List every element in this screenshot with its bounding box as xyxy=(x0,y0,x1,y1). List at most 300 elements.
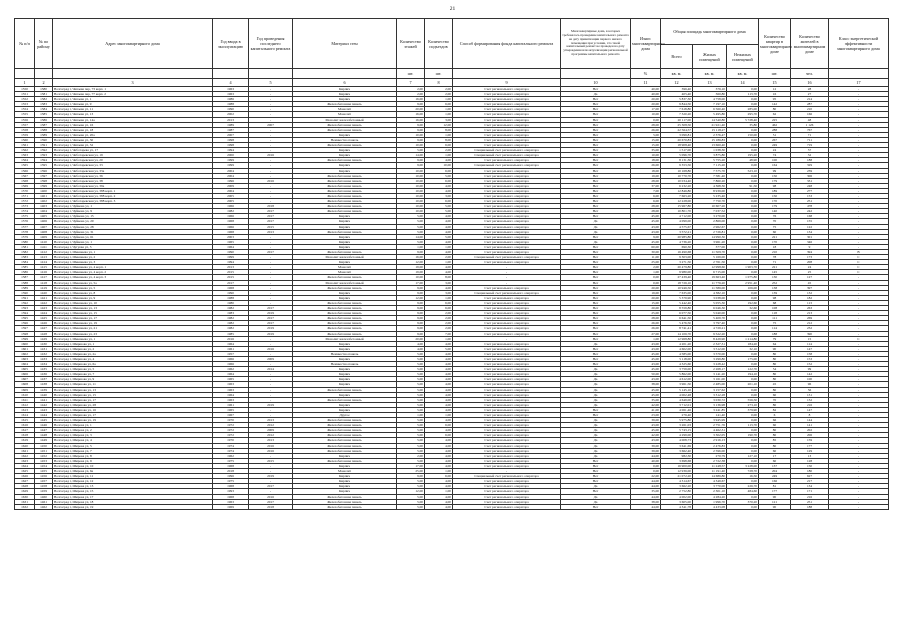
cell-address: Волгоград г, Чапаева ул, 9 xyxy=(53,102,213,107)
cell-area-nonliving: 192,60 xyxy=(727,300,759,305)
cell-year-repair: - xyxy=(249,341,293,346)
cell-residents: 114 xyxy=(791,341,829,346)
cell-wear: 18,00 xyxy=(631,158,661,163)
cell-walls: Железобетонная панель xyxy=(293,387,397,392)
cell-year-repair: - xyxy=(249,168,293,173)
cell-area-total: 3 261,03 xyxy=(661,423,693,428)
cell-idx: 1571 xyxy=(15,193,35,198)
cell-idx: 1569 xyxy=(15,183,35,188)
cell-fund-method: Счет регионального оператора xyxy=(453,117,561,122)
cell-year-built: 1964 xyxy=(213,372,249,377)
cell-energy-class: C xyxy=(829,270,889,275)
cell-year-repair: - xyxy=(249,387,293,392)
cell-residents: 142 xyxy=(791,372,829,377)
cell-area-nonliving: 273,10 xyxy=(727,402,759,407)
cell-area-total: 7 635,00 xyxy=(661,290,693,295)
cell-walls: Кирпич xyxy=(293,219,397,224)
cell-year-repair: - xyxy=(249,265,293,270)
cell-emergency: Нет xyxy=(561,295,631,300)
cell-emergency: Нет xyxy=(561,204,631,209)
cell-address: Волгоград г, Шекшеева ул, 23 xyxy=(53,331,213,336)
cell-area-nonliving: 0,00 xyxy=(727,326,759,331)
cell-area-total: 12 936,00 xyxy=(661,469,693,474)
cell-year-repair: - xyxy=(249,87,293,92)
cell-area-living: 4 729,21 xyxy=(693,326,727,331)
cell-residents: 45 xyxy=(791,280,829,285)
cell-walls: Кирпич xyxy=(293,346,397,351)
cell-area-living: 2 476,83 xyxy=(693,443,727,448)
cell-entrances: 1,00 xyxy=(425,97,453,102)
cell-area-living: 3 312,28 xyxy=(693,392,727,397)
header-area-total: Всего xyxy=(661,45,693,69)
cell-walls: Кирпич xyxy=(293,367,397,372)
cell-address: Волгоград г, Широка ул, 19 xyxy=(53,504,213,509)
cell-energy-class: - xyxy=(829,474,889,479)
cell-wear: 40,00 xyxy=(631,458,661,463)
cell-area-total: 14 106,70 xyxy=(661,331,693,336)
cell-walls: Железобетонная панель xyxy=(293,127,397,132)
cell-fund-method: Счет регионального оператора xyxy=(453,504,561,509)
cell-fund-method: Счет регионального оператора xyxy=(453,448,561,453)
cell-area-living: 1 996,70 xyxy=(693,499,727,504)
cell-idx: 1632 xyxy=(15,504,35,509)
cell-year-built: 1963 xyxy=(213,382,249,387)
cell-idx: 1629 xyxy=(15,489,35,494)
cell-walls: Кирпич xyxy=(293,377,397,382)
cell-district: 1402 xyxy=(35,199,53,204)
cell-floors: 20,00 xyxy=(397,336,425,341)
cell-emergency: Да xyxy=(561,382,631,387)
cell-area-living: 3 270,00 xyxy=(693,214,727,219)
cell-area-total: 20 479,80 xyxy=(661,265,693,270)
cell-district: 1417 xyxy=(35,275,53,280)
cell-district: 1397 xyxy=(35,173,53,178)
cell-residents: 141 xyxy=(791,423,829,428)
cell-wear: 38,00 xyxy=(631,499,661,504)
cell-emergency: Да xyxy=(561,372,631,377)
cell-idx: 1622 xyxy=(15,453,35,458)
cell-residents: 216 xyxy=(791,402,829,407)
cell-district: 1422 xyxy=(35,300,53,305)
cell-fund-method: Счет регионального оператора xyxy=(453,92,561,97)
cell-residents: 206 xyxy=(791,433,829,438)
cell-idx: 1576 xyxy=(15,219,35,224)
cell-floors: 5,00 xyxy=(397,239,425,244)
cell-flats: 60 xyxy=(759,392,791,397)
cell-district: 1389 xyxy=(35,132,53,137)
cell-district: 1396 xyxy=(35,168,53,173)
cell-flats: 140 xyxy=(759,209,791,214)
cell-flats: 249 xyxy=(759,143,791,148)
cell-emergency: Нет xyxy=(561,143,631,148)
cell-flats: 54 xyxy=(759,367,791,372)
cell-emergency: Нет xyxy=(561,199,631,204)
cell-flats: 98 xyxy=(759,183,791,188)
cell-idx: 1610 xyxy=(15,392,35,397)
cell-walls: Другое xyxy=(293,413,397,418)
cell-year-built: 1966 xyxy=(213,224,249,229)
cell-area-living: 11 248,57 xyxy=(693,463,727,468)
cell-area-living: 3 228,42 xyxy=(693,362,727,367)
cell-fund-method: Счет регионального оператора xyxy=(453,122,561,127)
cell-area-total: 6 077,50 xyxy=(661,311,693,316)
cell-flats: 80 xyxy=(759,107,791,112)
cell-walls: Железобетонная панель xyxy=(293,178,397,183)
cell-area-nonliving: 0,00 xyxy=(727,137,759,142)
cell-energy-class: - xyxy=(829,97,889,102)
cell-area-total: 10 168,80 xyxy=(661,168,693,173)
cell-fund-method: Счет регионального оператора xyxy=(453,356,561,361)
cell-address: Волгоград г, Ширшова ул, 6а xyxy=(53,362,213,367)
cell-wear: 43,00 xyxy=(631,362,661,367)
cell-district: 1436 xyxy=(35,372,53,377)
cell-energy-class: - xyxy=(829,448,889,453)
cell-district: 1439 xyxy=(35,387,53,392)
cell-area-nonliving: 48,90 xyxy=(727,158,759,163)
cell-year-built: 1988 xyxy=(213,102,249,107)
cell-year-built: 1965 xyxy=(213,239,249,244)
cell-address: Волгоград г, Широка ул, 17 xyxy=(53,494,213,499)
cell-address: Волгоград г, Чеботаревская ул, 20 xyxy=(53,158,213,163)
cell-walls: Железобетонная панель xyxy=(293,418,397,423)
cell-area-nonliving: 91,50 xyxy=(727,183,759,188)
cell-floors: 5,00 xyxy=(397,494,425,499)
cell-area-total: 7 618,80 xyxy=(661,107,693,112)
header-residents: Количество жителей в многоквартирном доме xyxy=(791,19,829,69)
cell-address: Волгоград г, Чуйкова ул, 1 xyxy=(53,239,213,244)
cell-district: 1421 xyxy=(35,295,53,300)
cell-wear: 45,00 xyxy=(631,214,661,219)
cell-wear: 40,00 xyxy=(631,87,661,92)
cell-emergency: Нет xyxy=(561,458,631,463)
cell-entrances: 4,00 xyxy=(425,418,453,423)
cell-entrances: 6,00 xyxy=(425,306,453,311)
cell-walls: Кирпич xyxy=(293,87,397,92)
cell-emergency: Да xyxy=(561,341,631,346)
cell-area-nonliving: 728,70 xyxy=(727,469,759,474)
cell-area-nonliving: 0,00 xyxy=(727,163,759,168)
cell-floors: 9,00 xyxy=(397,331,425,336)
cell-year-repair: - xyxy=(249,275,293,280)
cell-emergency: Нет xyxy=(561,346,631,351)
cell-area-total: 5 379,90 xyxy=(661,295,693,300)
cell-entrances: 4,00 xyxy=(425,438,453,443)
cell-idx: 1587 xyxy=(15,275,35,280)
cell-fund-method: Специальный счет регионального оператора xyxy=(453,163,561,168)
cell-wear: 10,00 xyxy=(631,153,661,158)
cell-area-living: 7 860,20 xyxy=(693,178,727,183)
cell-residents: 213 xyxy=(791,311,829,316)
header-energy-class: Класс энергетической эффективности многоквартирного дома xyxy=(829,19,889,69)
cell-wear: 20,00 xyxy=(631,102,661,107)
cell-residents: 155 xyxy=(791,219,829,224)
cell-floors: 5,00 xyxy=(397,377,425,382)
cell-floors: 5,00 xyxy=(397,443,425,448)
unit-area-living: кв. м. xyxy=(693,69,727,79)
cell-area-nonliving: 0,00 xyxy=(727,321,759,326)
cell-area-nonliving: 0,00 xyxy=(727,290,759,295)
cell-entrances: 1,00 xyxy=(425,132,453,137)
cell-wear: 27,00 xyxy=(631,331,661,336)
cell-area-nonliving: 0,00 xyxy=(727,311,759,316)
cell-wear: 45,00 xyxy=(631,219,661,224)
cell-year-built: 1975 xyxy=(213,479,249,484)
cell-year-built: 1982 xyxy=(213,316,249,321)
cell-energy-class: - xyxy=(829,153,889,158)
cell-emergency: Нет xyxy=(561,153,631,158)
cell-year-built: 2004 xyxy=(213,188,249,193)
cell-year-repair: - xyxy=(249,199,293,204)
cell-district: 1435 xyxy=(35,367,53,372)
cell-address: Волгоград г, Шекшеева ул, 4 корп. 2 xyxy=(53,270,213,275)
cell-energy-class: - xyxy=(829,244,889,249)
header-year-built: Год ввода в эксплуатацию xyxy=(213,19,249,69)
cell-area-total: 4 736,20 xyxy=(661,239,693,244)
cell-year-repair: - xyxy=(249,469,293,474)
cell-flats: 80 xyxy=(759,433,791,438)
cell-emergency: Нет xyxy=(561,214,631,219)
cell-flats: 100 xyxy=(759,158,791,163)
cell-area-living: 8 429,90 xyxy=(693,336,727,341)
cell-area-living: 4 349,67 xyxy=(693,479,727,484)
cell-energy-class: - xyxy=(829,112,889,117)
cell-year-built: 2000 xyxy=(213,153,249,158)
cell-flats: 90 xyxy=(759,494,791,499)
cell-year-repair: - xyxy=(249,270,293,275)
cell-area-living: 2 327,31 xyxy=(693,341,727,346)
cell-flats: 111 xyxy=(759,316,791,321)
cell-walls: Железобетонная панель xyxy=(293,193,397,198)
cell-flats: 249 xyxy=(759,474,791,479)
cell-area-living: 11 776,20 xyxy=(693,280,727,285)
cell-entrances: 4,00 xyxy=(425,362,453,367)
cell-residents: 711 xyxy=(791,137,829,142)
cell-area-total: 4 002,00 xyxy=(661,494,693,499)
cell-address: Волгоград г, Шекшеева ул, 8 xyxy=(53,290,213,295)
cell-fund-method: - xyxy=(453,265,561,270)
cell-area-nonliving: 0,00 xyxy=(727,413,759,418)
cell-year-built: 1996 xyxy=(213,178,249,183)
cell-year-built: 1963 xyxy=(213,499,249,504)
cell-residents: 99 xyxy=(791,367,829,372)
cell-idx: 1588 xyxy=(15,280,35,285)
cell-idx: 1585 xyxy=(15,265,35,270)
cell-entrances: 4,00 xyxy=(425,188,453,193)
cell-emergency: Нет xyxy=(561,362,631,367)
cell-idx: 1630 xyxy=(15,494,35,499)
cell-area-living: 3 570,00 xyxy=(693,351,727,356)
cell-idx: 1596 xyxy=(15,321,35,326)
cell-residents: 25 xyxy=(791,270,829,275)
cell-flats: 80 xyxy=(759,372,791,377)
cell-year-repair: - xyxy=(249,92,293,97)
cell-residents: 9 xyxy=(791,244,829,249)
cell-residents: 32 xyxy=(791,153,829,158)
cell-wear: 22,00 xyxy=(631,474,661,479)
cell-energy-class: - xyxy=(829,199,889,204)
cell-flats: 78 xyxy=(759,255,791,260)
cell-year-repair: 2017 xyxy=(249,484,293,489)
cell-flats: 85 xyxy=(759,438,791,443)
cell-year-built: 2003 xyxy=(213,234,249,239)
header-emergency: Многоквартирные дома, в которых требовалось проведение капитального ремонта на дату приватизации первого жилого помещения при условии, что такой капитальный ремонт не проведен на дату утверждения или актуализации региональной программы капитального ремонта xyxy=(561,19,631,69)
header-year-repair: Год проведения последнего капитального ремонта xyxy=(249,19,293,69)
cell-year-built: 1999 xyxy=(213,255,249,260)
cell-district: 1455 xyxy=(35,469,53,474)
cell-emergency: Нет xyxy=(561,168,631,173)
cell-area-total: 4 575,67 xyxy=(661,224,693,229)
cell-area-nonliving: 0,00 xyxy=(727,209,759,214)
cell-walls: Кирпич xyxy=(293,148,397,153)
cell-emergency: Да xyxy=(561,387,631,392)
cell-address: Волгоград г, Чеботаревская ул, 38 xyxy=(53,178,213,183)
cell-floors: 19,00 xyxy=(397,270,425,275)
cell-area-total: 4 602,00 xyxy=(661,346,693,351)
cell-residents: 242 xyxy=(791,209,829,214)
cell-idx: 1558 xyxy=(15,127,35,132)
cell-district: 1428 xyxy=(35,331,53,336)
cell-address: Волгоград г, Чапаева ул, 18 xyxy=(53,127,213,132)
cell-flats: 99 xyxy=(759,168,791,173)
cell-district: 1419 xyxy=(35,285,53,290)
cell-year-built: 1974 xyxy=(213,448,249,453)
cell-address: Волгоград г, Чапаева ул, 32 xyxy=(53,143,213,148)
cell-area-living: 11 191,40 xyxy=(693,469,727,474)
cell-energy-class: - xyxy=(829,407,889,412)
cell-emergency: Да xyxy=(561,239,631,244)
cell-emergency: Нет xyxy=(561,183,631,188)
cell-area-total: 20 985,80 xyxy=(661,234,693,239)
cell-flats: 121 xyxy=(759,499,791,504)
cell-address: Волгоград г, Чуйкова ул, 31 xyxy=(53,229,213,234)
cell-fund-method: Счет регионального оператора xyxy=(453,316,561,321)
cell-flats: 45 xyxy=(759,382,791,387)
cell-entrances: 6,00 xyxy=(425,474,453,479)
cell-area-total: 4 002,48 xyxy=(661,392,693,397)
cell-entrances: 4,00 xyxy=(425,158,453,163)
column-number: 15 xyxy=(759,79,791,87)
cell-area-total: 6 232,20 xyxy=(661,183,693,188)
cell-fund-method: Счет регионального оператора xyxy=(453,341,561,346)
cell-area-living: 3 302,05 xyxy=(693,433,727,438)
cell-emergency: Да xyxy=(561,438,631,443)
cell-flats: 118 xyxy=(759,311,791,316)
cell-idx: 1602 xyxy=(15,351,35,356)
cell-flats: 70 xyxy=(759,397,791,402)
cell-wear: 39,00 xyxy=(631,418,661,423)
cell-idx: 1560 xyxy=(15,137,35,142)
cell-area-nonliving: 523,10 xyxy=(727,168,759,173)
cell-year-built: 2015 xyxy=(213,270,249,275)
unit-cell xyxy=(53,69,213,79)
cell-walls: Кирпич xyxy=(293,260,397,265)
unit-area-total: кв. м. xyxy=(661,69,693,79)
cell-emergency: Нет xyxy=(561,316,631,321)
cell-area-nonliving: 0,00 xyxy=(727,127,759,132)
cell-idx: 1601 xyxy=(15,346,35,351)
cell-area-total: 276,40 xyxy=(661,413,693,418)
cell-emergency: Нет xyxy=(561,188,631,193)
cell-floors: 10,00 xyxy=(397,199,425,204)
cell-floors: 9,00 xyxy=(397,326,425,331)
cell-year-built: 2004 xyxy=(213,168,249,173)
cell-area-living: 3 030,72 xyxy=(693,397,727,402)
cell-floors: 5,00 xyxy=(397,402,425,407)
cell-flats: 98 xyxy=(759,295,791,300)
cell-energy-class: C xyxy=(829,255,889,260)
cell-fund-method: Счет регионального оператора xyxy=(453,453,561,458)
cell-wear: 10,00 xyxy=(631,112,661,117)
cell-entrances: 12,00 xyxy=(425,122,453,127)
cell-wear: 28,00 xyxy=(631,316,661,321)
cell-emergency: Нет xyxy=(561,336,631,341)
cell-district: 1432 xyxy=(35,351,53,356)
cell-year-repair: - xyxy=(249,351,293,356)
cell-residents: 216 xyxy=(791,494,829,499)
cell-year-repair: 2013 xyxy=(249,438,293,443)
cell-flats: 60 xyxy=(759,423,791,428)
cell-district: 1444 xyxy=(35,413,53,418)
cell-emergency: Да xyxy=(561,484,631,489)
cell-emergency: Нет xyxy=(561,275,631,280)
cell-year-built: 2007 xyxy=(213,132,249,137)
cell-flats: 64 xyxy=(759,341,791,346)
cell-area-nonliving: 127,10 xyxy=(727,453,759,458)
cell-wear: 40,00 xyxy=(631,92,661,97)
cell-walls: Железобетонная панель xyxy=(293,321,397,326)
cell-emergency: Да xyxy=(561,224,631,229)
cell-flats: 189 xyxy=(759,188,791,193)
cell-floors: 9,00 xyxy=(397,306,425,311)
cell-idx: 1561 xyxy=(15,143,35,148)
cell-walls: Кирпич xyxy=(293,453,397,458)
cell-year-repair: - xyxy=(249,407,293,412)
cell-area-nonliving: 0,00 xyxy=(727,270,759,275)
cell-area-living: 1 038,30 xyxy=(693,148,727,153)
cell-floors: 9,00 xyxy=(397,102,425,107)
cell-year-repair: - xyxy=(249,372,293,377)
cell-year-repair: - xyxy=(249,137,293,142)
cell-energy-class: - xyxy=(829,458,889,463)
column-number: 13 xyxy=(693,79,727,87)
column-number: 3 xyxy=(53,79,213,87)
cell-energy-class: - xyxy=(829,428,889,433)
cell-fund-method: Счет регионального оператора xyxy=(453,285,561,290)
cell-energy-class: - xyxy=(829,326,889,331)
cell-fund-method: Счет регионального оператора xyxy=(453,443,561,448)
cell-area-total: 18 908,40 xyxy=(661,143,693,148)
cell-fund-method: - xyxy=(453,270,561,275)
cell-area-living: 2 485,00 xyxy=(693,382,727,387)
cell-address: Волгоград г, Чеботаревская ул, 33а xyxy=(53,168,213,173)
cell-district: 1383 xyxy=(35,102,53,107)
cell-area-total: 3 099,81 xyxy=(661,132,693,137)
cell-year-repair: - xyxy=(249,392,293,397)
cell-fund-method: Счет регионального оператора xyxy=(453,87,561,92)
header-area-living: Жилых помещений xyxy=(693,45,727,69)
cell-year-built: 1968 xyxy=(213,219,249,224)
cell-fund-method: Счет регионального оператора xyxy=(453,137,561,142)
cell-idx: 1598 xyxy=(15,331,35,336)
cell-residents: 96 xyxy=(791,382,829,387)
cell-wear: 37,00 xyxy=(631,183,661,188)
cell-address: Волгоград г, Широка ул, 11 xyxy=(53,474,213,479)
cell-area-total: 20 670,83 xyxy=(661,137,693,142)
cell-address: Волгоград г, Чапаева ул, 1 xyxy=(53,97,213,102)
cell-area-total: 4 099,00 xyxy=(661,219,693,224)
cell-year-repair: 2012 xyxy=(249,423,293,428)
cell-area-nonliving: 0,00 xyxy=(727,458,759,463)
